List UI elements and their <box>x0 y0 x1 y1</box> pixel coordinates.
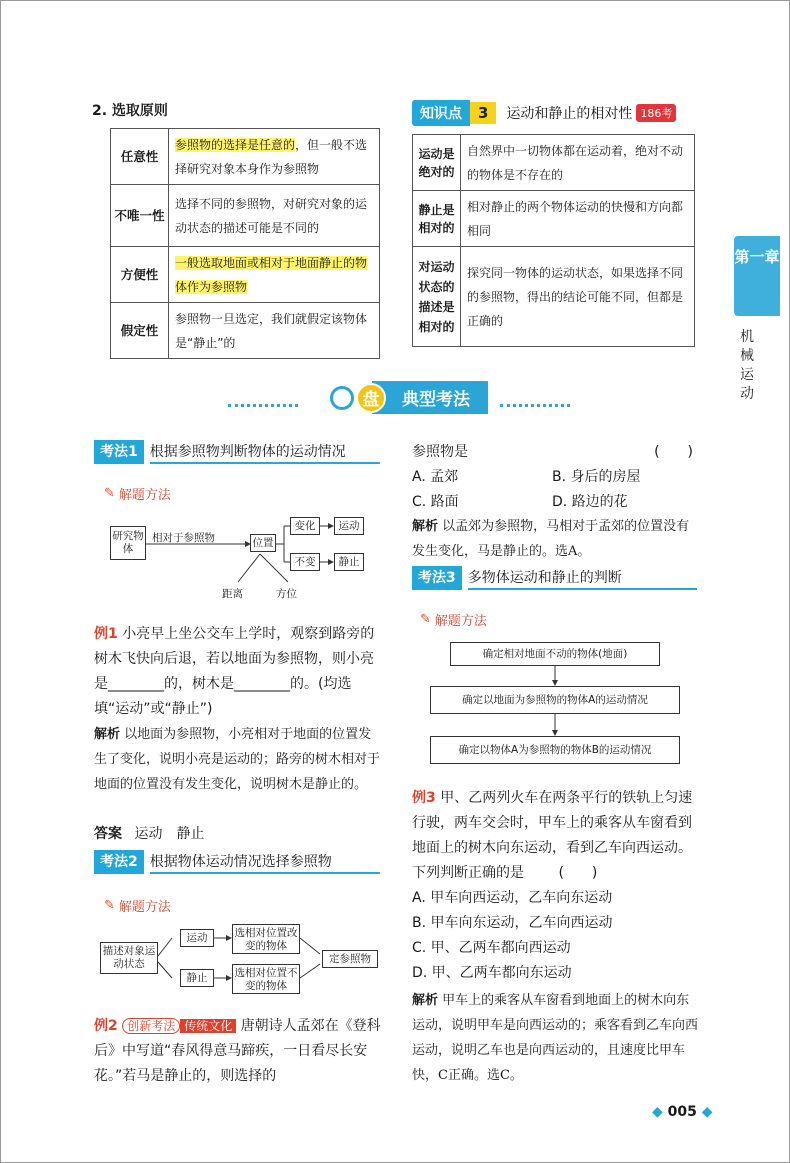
example-3 <box>412 786 702 886</box>
row-key: 对运动状态的描述是相对的 <box>413 247 461 347</box>
example-3-analysis <box>412 988 702 1088</box>
method-badge: 考法2 <box>94 850 144 874</box>
flow-box: 不变 <box>290 553 320 571</box>
answer-paren: ( ) <box>558 865 598 881</box>
row-key: 静止是相对的 <box>413 191 461 247</box>
flow-box: 研究物体 <box>110 526 146 560</box>
flow-box: 确定以物体A为参照物的物体B的运动情况 <box>430 736 680 764</box>
flow-box: 确定以地面为参照物的物体A的运动情况 <box>430 686 680 714</box>
chapter-subtitle: 机械运动 <box>740 329 754 402</box>
method-title: 根据物体运动情况选择参照物 <box>150 850 380 874</box>
method-badge: 考法1 <box>94 440 144 464</box>
flow-box: 变化 <box>290 517 320 535</box>
table-row <box>413 247 695 347</box>
banner-title: 典型考法 <box>372 381 488 414</box>
option-a: A. 甲车向西运动，乙车向东运动 <box>412 890 613 906</box>
flow-box: 静止 <box>334 553 364 571</box>
example-2 <box>94 1014 384 1089</box>
example-1-answer <box>94 822 204 847</box>
row-key: 方便性 <box>111 247 169 303</box>
solution-method-label: ✎ 解题方法 <box>104 486 171 503</box>
table-row <box>111 247 380 303</box>
analysis-text: 以孟郊为参照物，马相对于孟郊的位置没有发生变化，马是静止的。选A。 <box>412 519 690 559</box>
answer-label: 答案 <box>94 826 122 842</box>
flow-box: 静止 <box>180 969 214 987</box>
analysis-label: 解析 <box>412 519 439 534</box>
method-3-heading <box>412 566 697 590</box>
flow-diagram-3 <box>430 638 680 768</box>
flow-box: 定参照物 <box>322 950 378 968</box>
row-key: 任意性 <box>111 129 169 185</box>
method-title: 多物体运动和静止的判断 <box>468 566 697 590</box>
example-2-options <box>412 465 697 515</box>
flow-box: 运动 <box>180 929 214 947</box>
flow-box: 位置 <box>250 534 276 552</box>
row-key: 不唯一性 <box>111 185 169 247</box>
table-row <box>111 129 380 185</box>
example-question-cont: 参照物是 <box>412 444 468 460</box>
banner <box>330 381 488 414</box>
principle-table <box>110 128 380 359</box>
exam-count-badge: 186考 <box>636 104 676 122</box>
flow-box: 运动 <box>334 517 364 535</box>
example-label: 例1 <box>94 626 118 642</box>
culture-tag: 传统文化 <box>180 1019 236 1033</box>
answer-text: 运动 静止 <box>134 826 205 842</box>
knowledge-badge: 知识点 <box>412 100 470 126</box>
row-value: 参照物的选择是任意的，但一般不选择研究对象本身作为参照物 <box>169 129 380 185</box>
solution-method-label: ✎ 解题方法 <box>420 612 487 629</box>
table-row <box>111 303 380 359</box>
row-key: 假定性 <box>111 303 169 359</box>
example-2-cont <box>412 440 697 465</box>
example-question: 甲、乙两列火车在两条平行的铁轨上匀速行驶，两车交会时，甲车上的乘客从车窗看到地面上的树木向东运动，看到乙车向西运动。下列判断正确的是 <box>412 790 693 881</box>
flow-box: 选相对位置改变的物体 <box>232 924 300 954</box>
option-b: B. 身后的房屋 <box>552 469 641 485</box>
flow-label: 相对于参照物 <box>152 532 215 544</box>
highlight-text: 一般选取地面或相对于地面静止的物体作为参照物 <box>175 255 368 294</box>
example-1-analysis <box>94 722 384 797</box>
page-number: ◆ 005 ◆ <box>652 1104 713 1120</box>
pencil-icon: ✎ <box>104 486 115 501</box>
pencil-icon: ✎ <box>420 612 431 627</box>
target-icon <box>330 386 354 410</box>
flow-box: 描述对象运动状态 <box>100 942 158 974</box>
flow-box: 选相对位置不变的物体 <box>232 964 300 994</box>
method-2-heading <box>94 850 380 874</box>
table-row <box>111 185 380 247</box>
option-c: C. 甲、乙两车都向西运动 <box>412 940 571 956</box>
option-d: D. 路边的花 <box>552 494 628 510</box>
knowledge-title: 运动和静止的相对性 <box>506 106 633 122</box>
flow-label: 方位 <box>276 588 297 600</box>
solution-method-label: ✎ 解题方法 <box>104 898 171 915</box>
innovation-tag: 创新考法 <box>122 1018 180 1034</box>
analysis-label: 解析 <box>412 993 439 1008</box>
knowledge-header <box>412 100 676 126</box>
method-badge: 考法3 <box>412 566 462 590</box>
knowledge-number: 3 <box>470 102 496 124</box>
method-title: 根据参照物判断物体的运动情况 <box>150 440 380 464</box>
option-c: C. 路面 <box>412 494 459 510</box>
row-key: 运动是绝对的 <box>413 135 461 191</box>
row-value: 参照物一旦选定，我们就假定该物体是“静止”的 <box>169 303 380 359</box>
flow-box: 确定相对地面不动的物体(地面) <box>450 642 660 666</box>
banner-dots-left <box>228 404 298 407</box>
flow-diagram-1 <box>110 514 380 604</box>
method-1-heading <box>94 440 380 464</box>
option-b: B. 甲车向东运动，乙车向西运动 <box>412 915 613 931</box>
chapter-tab: 第一章 <box>734 236 780 316</box>
example-label: 例3 <box>412 790 436 806</box>
example-2-analysis <box>412 514 697 564</box>
example-label: 例2 <box>94 1018 118 1034</box>
section-title: 2. 选取原则 <box>92 103 168 119</box>
example-3-options <box>412 886 697 986</box>
pencil-icon: ✎ <box>104 898 115 913</box>
table-row <box>413 191 695 247</box>
row-value: 选择不同的参照物，对研究对象的运动状态的描述可能是不同的 <box>169 185 380 247</box>
diamond-icon: ◆ <box>701 1104 713 1120</box>
row-value: 探究同一物体的运动状态，如果选择不同的参照物，得出的结论可能不同，但都是正确的 <box>461 247 695 347</box>
example-question: 唐朝诗人孟郊在《登科后》中写道“春风得意马蹄疾，一日看尽长安花。”若马是静止的，则选择的 <box>94 1018 381 1084</box>
banner-dots-right <box>500 404 570 407</box>
banner-circle: 盘 <box>356 383 386 413</box>
diamond-icon: ◆ <box>652 1104 663 1120</box>
row-value <box>169 247 380 303</box>
flow-diagram-2 <box>100 924 380 996</box>
table-row <box>413 135 695 191</box>
example-1 <box>94 622 384 722</box>
knowledge-table <box>412 134 695 347</box>
option-a: A. 孟郊 <box>412 469 459 485</box>
highlight-text: 参照物的选择是任意的 <box>175 137 296 152</box>
flow-label: 距离 <box>222 588 243 600</box>
analysis-label: 解析 <box>94 727 121 742</box>
analysis-text: 甲车上的乘客从车窗看到地面上的树木向东运动，说明甲车是向西运动的；乘客看到乙车向西运动，说明乙车也是向西运动的，且速度比甲车快，C正确。选C。 <box>412 993 699 1083</box>
answer-paren: ( ) <box>654 444 693 460</box>
row-value: 自然界中一切物体都在运动着，绝对不动的物体是不存在的 <box>461 135 695 191</box>
example-question: 小亮早上坐公交车上学时，观察到路旁的树木飞快向后退，若以地面为参照物，则小亮是________的，树木是________的。(均选填“运动”或“静止”) <box>94 626 375 717</box>
row-value: 相对静止的两个物体运动的快慢和方向都相同 <box>461 191 695 247</box>
option-d: D. 甲、乙两车都向东运动 <box>412 965 572 981</box>
analysis-text: 以地面为参照物，小亮相对于地面的位置发生了变化，说明小亮是运动的；路旁的树木相对于地面的位置没有发生变化，说明树木是静止的。 <box>94 727 381 792</box>
